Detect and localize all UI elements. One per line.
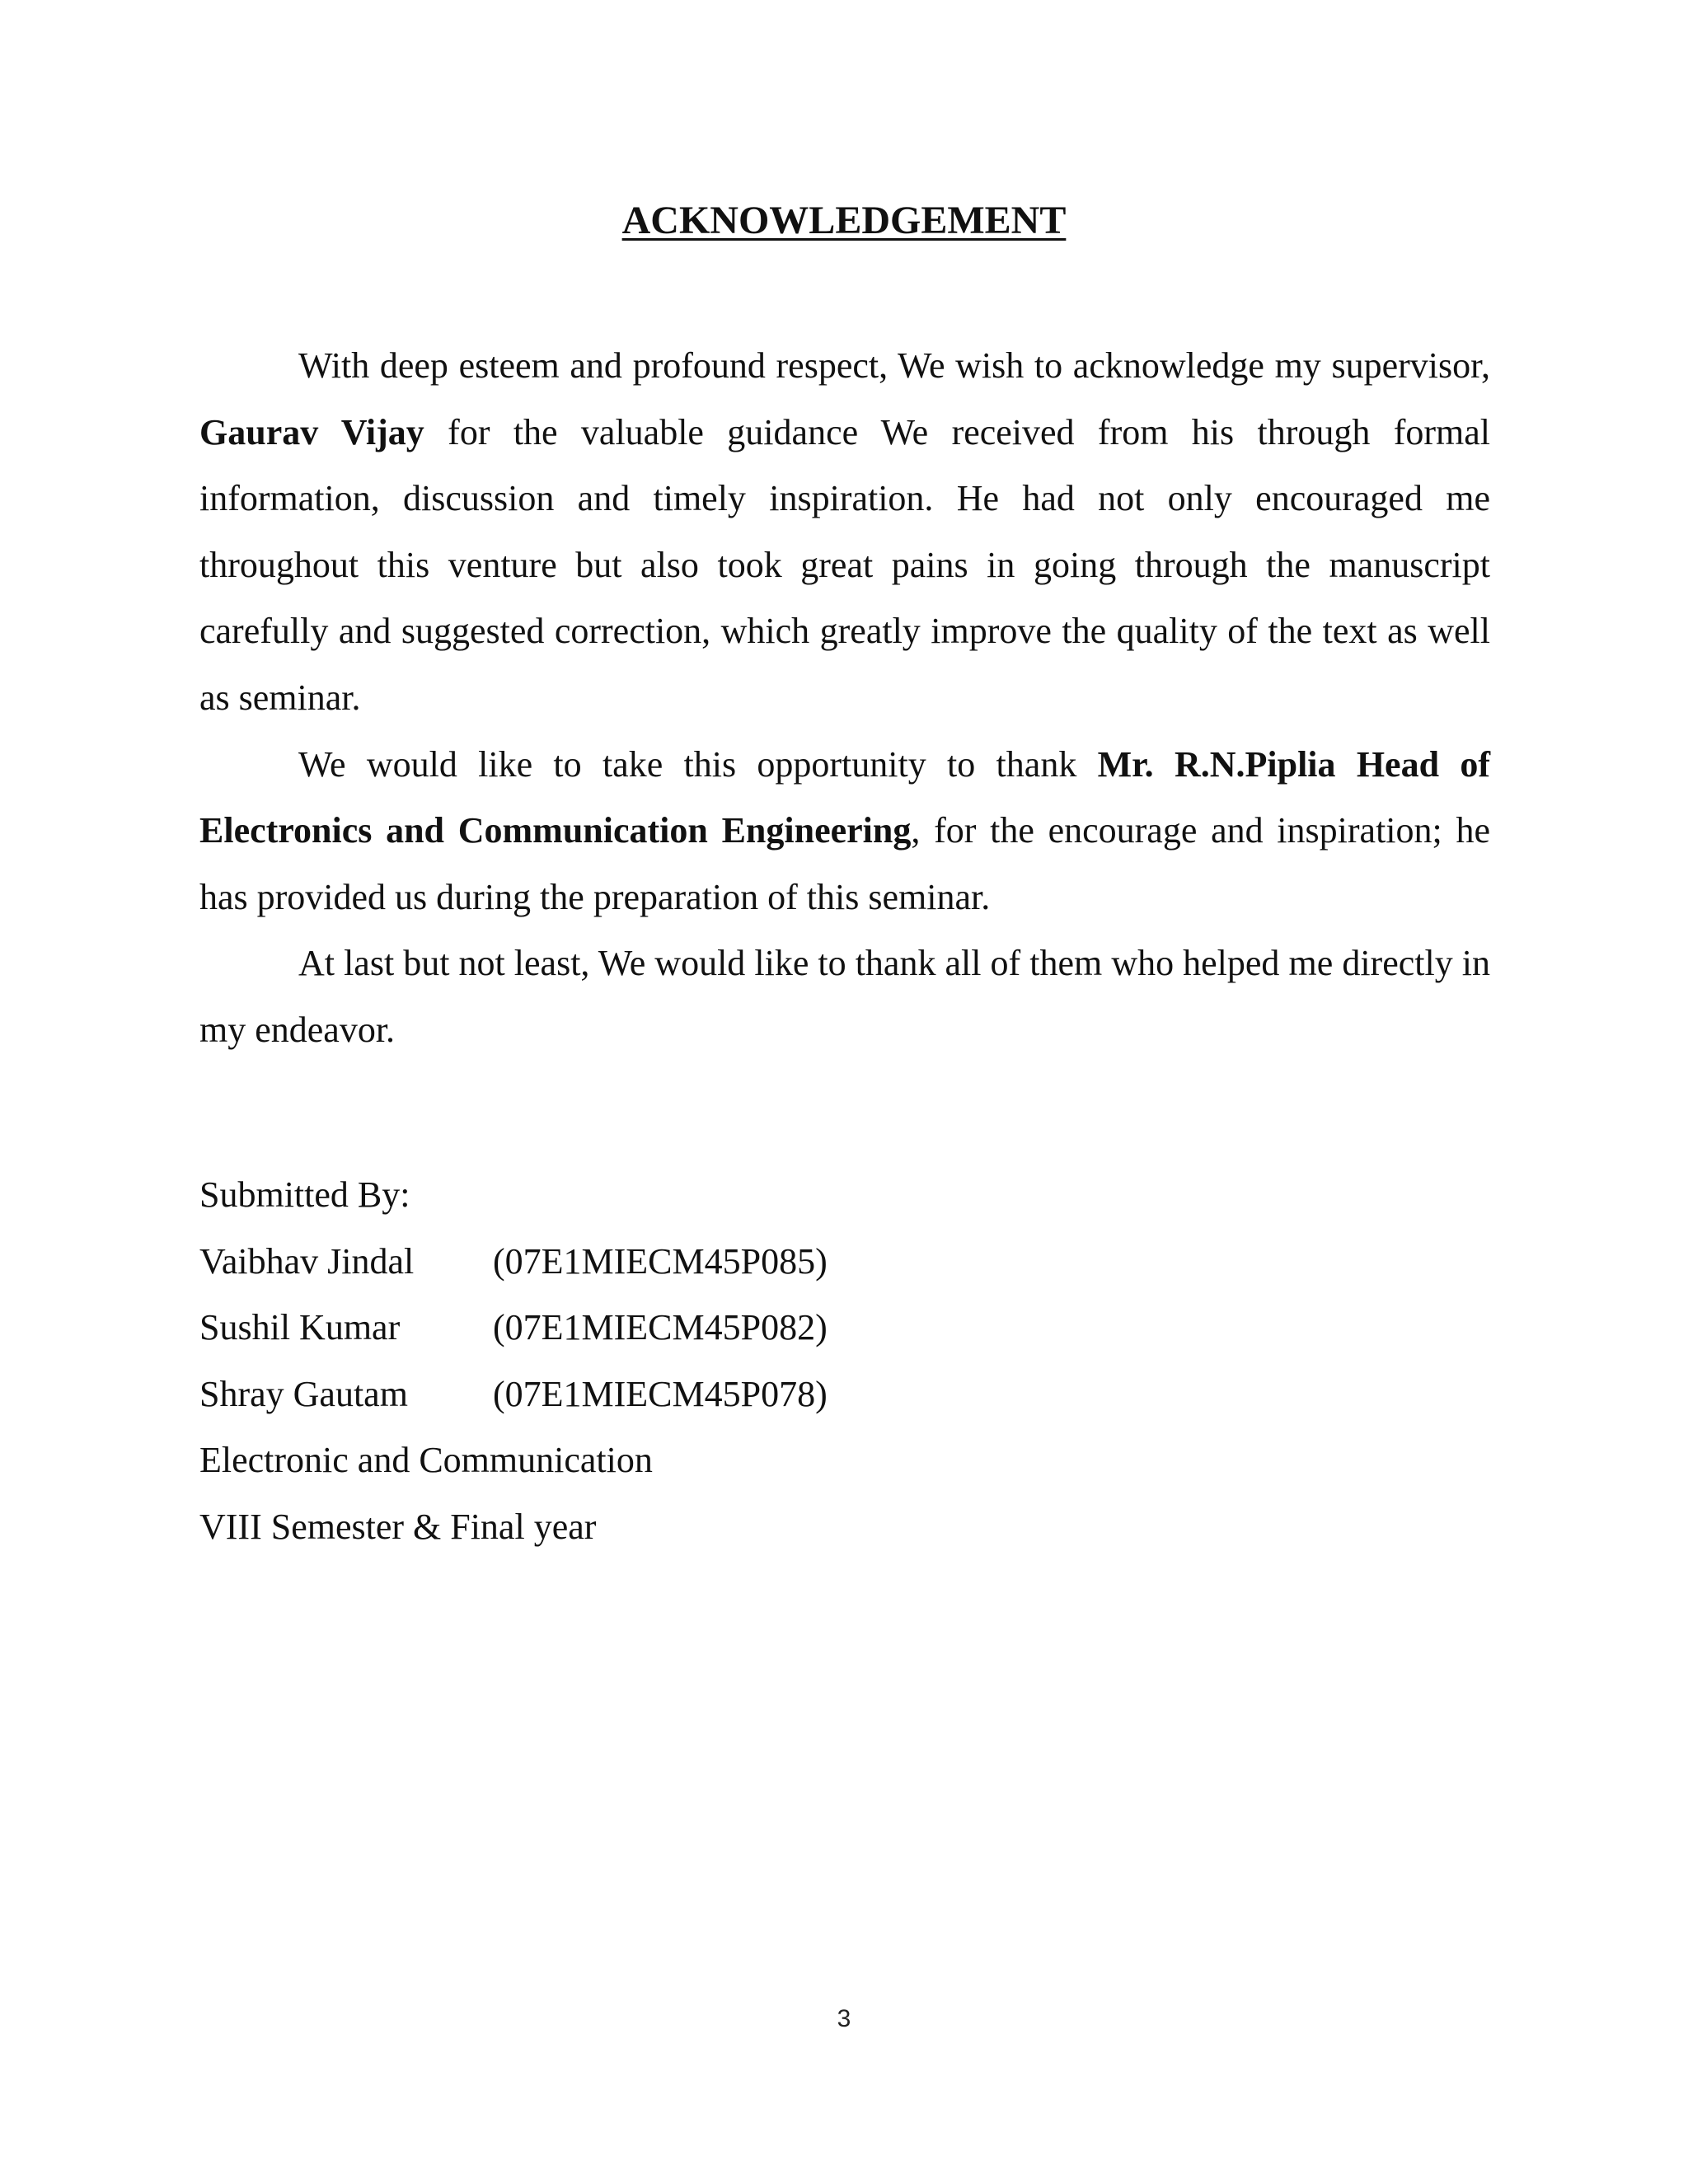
page-title: ACKNOWLEDGEMENT	[621, 199, 1067, 242]
paragraph-text: for the valuable guidance We received from his through formal information, discussion and timely inspiration. He had not only encouraged me throughout this venture but also took great pains in going through the manuscript carefully and suggested correction, which greatly improve the quality of the text as well as seminar.	[199, 411, 1491, 718]
member-id: (07E1MIECM45P085)	[493, 1240, 828, 1282]
member-name: Shray Gautam	[199, 1373, 408, 1414]
semester-label: VIII Semester & Final year	[199, 1506, 597, 1547]
submitted-by-label: Submitted By:	[199, 1174, 410, 1215]
paragraph-closing	[199, 930, 1490, 1063]
hod-name: Mr. R.N.Piplia Head of Electronics and Communication Engineering	[199, 743, 1491, 851]
submitted-by-block	[199, 1162, 1271, 1561]
member-name: Sushil Kumar	[199, 1307, 401, 1348]
paragraph-text: We would like to take this opportunity to thank	[298, 743, 1098, 785]
member-name: Vaibhav Jindal	[199, 1240, 415, 1282]
page-number: 3	[837, 2005, 851, 2032]
member-row	[199, 1229, 1271, 1296]
department-label: Electronic and Communication	[199, 1440, 653, 1481]
paragraph-head-of-department	[199, 732, 1490, 931]
paragraph-supervisor	[199, 333, 1490, 732]
member-row	[199, 1295, 1271, 1361]
paragraph-text: With deep esteem and profound respect, We wish to acknowledge my supervisor,	[298, 345, 1490, 386]
member-id: (07E1MIECM45P082)	[493, 1307, 828, 1348]
acknowledgement-body	[199, 333, 1490, 1064]
paragraph-text: At last but not least, We would like to thank all of them who helped me directly in my endeavor.	[199, 943, 1490, 1050]
supervisor-name: Gaurav Vijay	[199, 411, 424, 452]
member-id: (07E1MIECM45P078)	[493, 1373, 828, 1414]
paragraph-text: , for the encourage and inspiration; he has provided us during the preparation of this seminar.	[199, 810, 1490, 917]
member-row	[199, 1361, 1271, 1428]
